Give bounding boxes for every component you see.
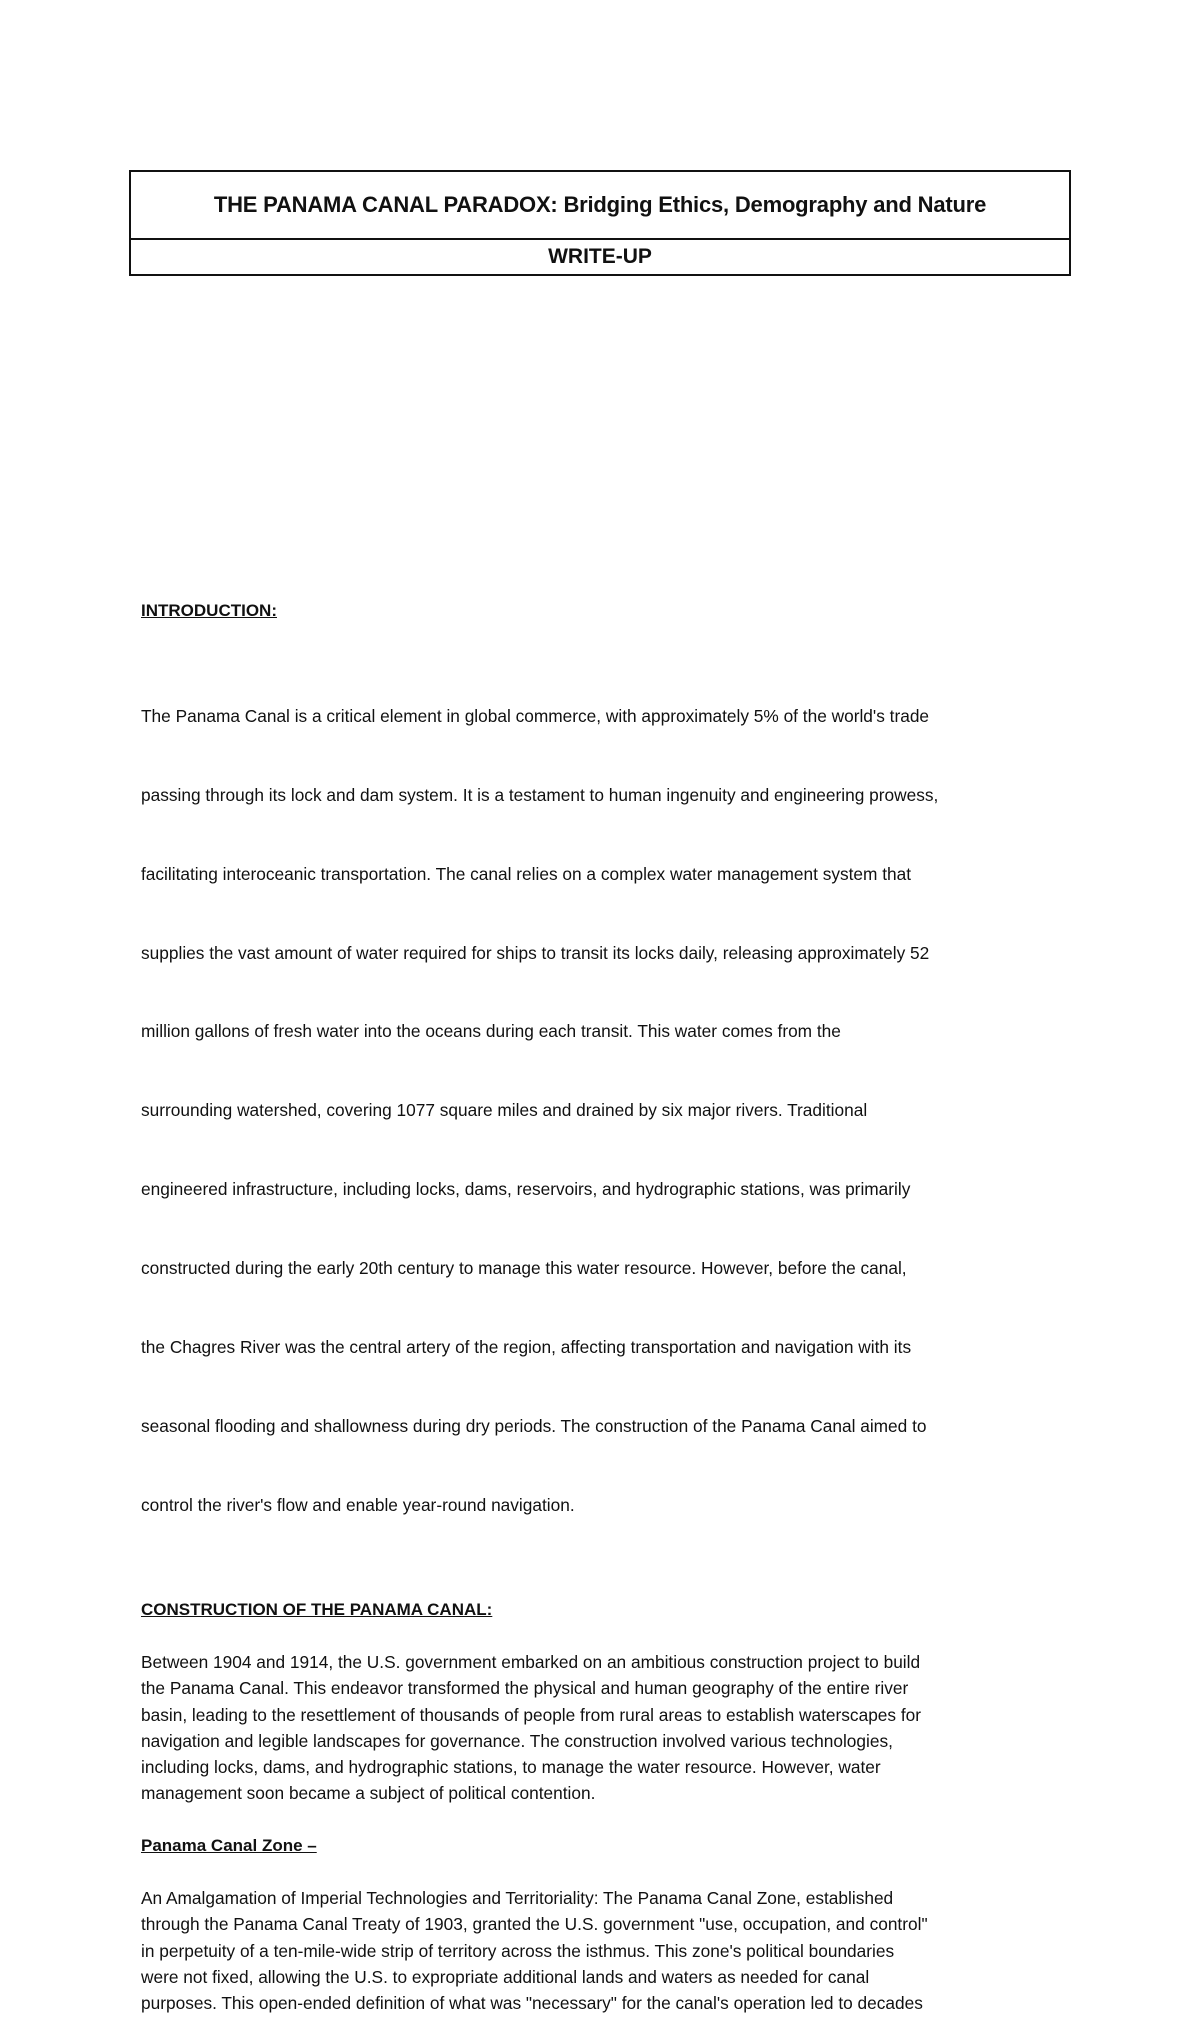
document-body [141, 598, 1061, 2017]
section-heading-canal-zone: Panama Canal Zone – [141, 1835, 317, 1855]
canal-zone-paragraph [141, 1885, 1061, 2016]
paragraph-line: supplies the vast amount of water required for ships to transit its locks daily, releasing approximately 52 [141, 942, 930, 963]
paragraph-line: including locks, dams, and hydrographic stations, to manage the water resource. However, water [141, 1757, 881, 1778]
introduction-paragraph [141, 650, 1061, 1570]
paragraph-line: management soon became a subject of political contention. [141, 1783, 596, 1804]
paragraph-line: seasonal flooding and shallowness during dry periods. The construction of the Panama Canal aimed to [141, 1415, 927, 1436]
paragraph-line: through the Panama Canal Treaty of 1903, granted the U.S. government "use, occupation, and control" [141, 1914, 928, 1935]
paragraph-line: An Amalgamation of Imperial Technologies and Territoriality: The Panama Canal Zone, established [141, 1888, 894, 1909]
spacer [141, 1623, 1061, 1649]
section-heading-construction: CONSTRUCTION OF THE PANAMA CANAL: [141, 1599, 493, 1619]
paragraph-line: were not fixed, allowing the U.S. to expropriate additional lands and waters as needed for canal [141, 1966, 870, 1987]
document-title: THE PANAMA CANAL PARADOX: Bridging Ethics, Demography and Nature [131, 172, 1069, 240]
paragraph-line: navigation and legible landscapes for governance. The construction involved various technologies, [141, 1730, 893, 1751]
paragraph-line: constructed during the early 20th century to manage this water resource. However, before the canal, [141, 1258, 907, 1279]
document-subtitle: WRITE-UP [548, 245, 652, 268]
paragraph-line: basin, leading to the resettlement of thousands of people from rural areas to establish waterscapes for [141, 1704, 922, 1725]
paragraph-line: million gallons of fresh water into the oceans during each transit. This water comes from the [141, 1021, 841, 1042]
paragraph-line: control the river's flow and enable year-round navigation. [141, 1494, 575, 1515]
spacer [141, 624, 1061, 650]
spacer [141, 1807, 1061, 1833]
paragraph-line: the Panama Canal. This endeavor transformed the physical and human geography of the entire river [141, 1678, 909, 1699]
paragraph-line: Between 1904 and 1914, the U.S. government embarked on an ambitious construction project to build [141, 1651, 921, 1672]
paragraph-line: surrounding watershed, covering 1077 square miles and drained by six major rivers. Traditional [141, 1100, 868, 1121]
paragraph-line: The Panama Canal is a critical element in global commerce, with approximately 5% of the world's trade [141, 705, 930, 726]
spacer [141, 1571, 1061, 1597]
title-table [129, 170, 1071, 276]
spacer [141, 1859, 1061, 1885]
construction-paragraph [141, 1649, 1061, 1807]
paragraph-line: engineered infrastructure, including locks, dams, reservoirs, and hydrographic stations, was primarily [141, 1179, 911, 1200]
paragraph-line: in perpetuity of a ten-mile-wide strip of territory across the isthmus. This zone's political boundaries [141, 1940, 895, 1961]
paragraph-line: passing through its lock and dam system. It is a testament to human ingenuity and engineering prowess, [141, 784, 939, 805]
paragraph-line: the Chagres River was the central artery of the region, affecting transportation and navigation with its [141, 1337, 912, 1358]
section-heading-introduction: INTRODUCTION: [141, 601, 277, 620]
paragraph-line: purposes. This open-ended definition of what was "necessary" for the canal's operation led to decades [141, 1993, 923, 2014]
paragraph-line: facilitating interoceanic transportation. The canal relies on a complex water management system that [141, 863, 912, 884]
